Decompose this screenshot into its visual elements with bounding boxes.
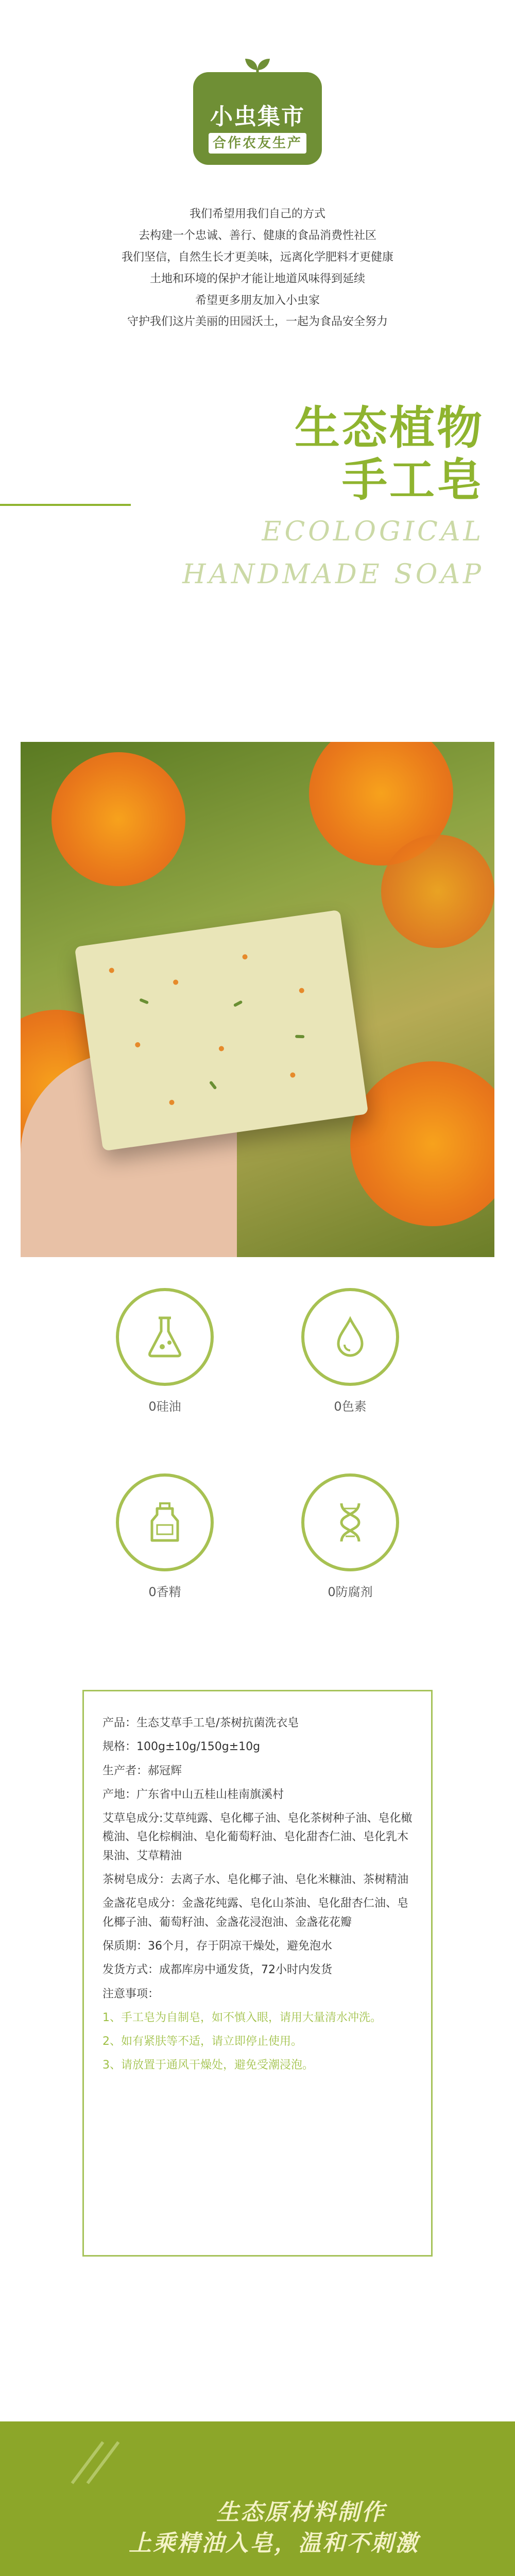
title-cn-line2: 手工皂 (341, 453, 484, 507)
brand-slogan-bar (209, 133, 306, 154)
feature-no-fragrance (88, 1473, 242, 1600)
dna-icon (327, 1499, 373, 1546)
info-line: 艾草皂成分:艾草纯露、皂化椰子油、皂化茶树种子油、皂化橄榄油、皂化棕榈油、皂化葡萄籽油、皂化甜杏仁油、皂化乳木果油、艾草精油 (102, 1812, 413, 1862)
intro-line: 去构建一个忠诚、善行、健康的食品消费性社区 (138, 229, 376, 242)
info-line: 茶树皂成分：去离子水、皂化椰子油、皂化米糠油、茶树精油 (102, 1873, 409, 1887)
intro-line: 希望更多朋友加入小虫家 (195, 294, 320, 307)
feature-circle (116, 1288, 214, 1386)
feature-label: 0香精 (148, 1585, 181, 1599)
feature-no-silicone (88, 1288, 242, 1414)
product-info-box (82, 1690, 433, 2257)
petal (173, 979, 178, 985)
leaf-fleck (209, 1080, 217, 1090)
info-line: 保质期：36个月，存于阴凉干燥处，避免泡水 (102, 1939, 332, 1953)
feature-label: 0色素 (334, 1399, 367, 1414)
soap-photo (21, 742, 494, 1257)
brand-slogan: 合作农友生产 (212, 135, 302, 151)
info-line: 注意事项： (102, 1987, 160, 2001)
petal (299, 988, 304, 993)
intro-line: 我们希望用我们自己的方式 (189, 208, 325, 221)
intro-line: 土地和环境的保护才能让地道风味得到延续 (149, 272, 365, 285)
info-line: 金盏花皂成分：金盏花纯露、皂化山茶油、皂化甜杏仁油、皂化椰子油、葡萄籽油、金盏花浸泡油、金盏花花瓣 (102, 1897, 409, 1929)
info-line: 发货方式：成都库房中通发货，72小时内发货 (102, 1963, 332, 1977)
petal (169, 1099, 175, 1105)
feature-circle (116, 1473, 214, 1571)
title-en-line1: ECOLOGICAL (262, 516, 484, 548)
hero-title (182, 402, 484, 591)
flask-icon (142, 1314, 188, 1360)
marigold-flower (52, 752, 185, 886)
drop-icon (327, 1314, 373, 1360)
feature-no-colorant (273, 1288, 427, 1414)
feature-icons (0, 1288, 515, 1659)
intro-line: 我们坚信，自然生长才更美味，远离化学肥料才更健康 (121, 250, 393, 264)
petal (242, 954, 248, 960)
green-banner (0, 2421, 515, 2576)
banner-line2: 上乘精油入皂，温和不刺激 (129, 2530, 419, 2556)
notice-line: 2、如有紧肤等不适，请立即停止使用。 (102, 2035, 302, 2048)
bottle-icon (142, 1499, 188, 1546)
feature-label: 0硅油 (148, 1399, 181, 1414)
petal (218, 1046, 224, 1052)
marigold-flower (381, 835, 494, 948)
petal (290, 1072, 296, 1078)
notice-line: 3、请放置于通风干燥处，避免受潮浸泡。 (102, 2059, 314, 2072)
brand-logo (193, 72, 322, 165)
info-line: 规格：100g±10g/150g±10g (102, 1740, 261, 1754)
intro-text (82, 206, 433, 335)
feature-no-preservative (273, 1473, 427, 1600)
title-divider (0, 504, 131, 506)
title-cn-line1: 生态植物 (294, 401, 484, 454)
petal (135, 1042, 141, 1047)
leaf-fleck (295, 1035, 304, 1039)
leaf-fleck (233, 1000, 243, 1007)
banner-line1: 生态原材料制作 (216, 2499, 386, 2526)
brand-name: 小虫集市 (210, 104, 305, 130)
soap-bar (75, 910, 369, 1151)
leaf-fleck (139, 998, 149, 1004)
marigold-flower (350, 1061, 494, 1226)
notice-line: 1、手工皂为自制皂，如不慎入眼，请用大量清水冲洗。 (102, 2011, 382, 2024)
title-en-line2: HANDMADE SOAP (182, 559, 484, 590)
intro-line: 守护我们这片美丽的田园沃土，一起为食品安全努力 (127, 315, 388, 329)
feature-label: 0防腐剂 (328, 1585, 373, 1599)
feature-circle (301, 1288, 399, 1386)
info-line: 产品：生态艾草手工皂/茶树抗菌洗衣皂 (102, 1717, 299, 1730)
feature-circle (301, 1473, 399, 1571)
sprout-icon (242, 54, 273, 84)
petal (109, 968, 114, 973)
info-line: 生产者：郝冠辉 (102, 1764, 182, 1777)
info-line: 产地：广东省中山五桂山桂南旗溪村 (102, 1788, 284, 1801)
